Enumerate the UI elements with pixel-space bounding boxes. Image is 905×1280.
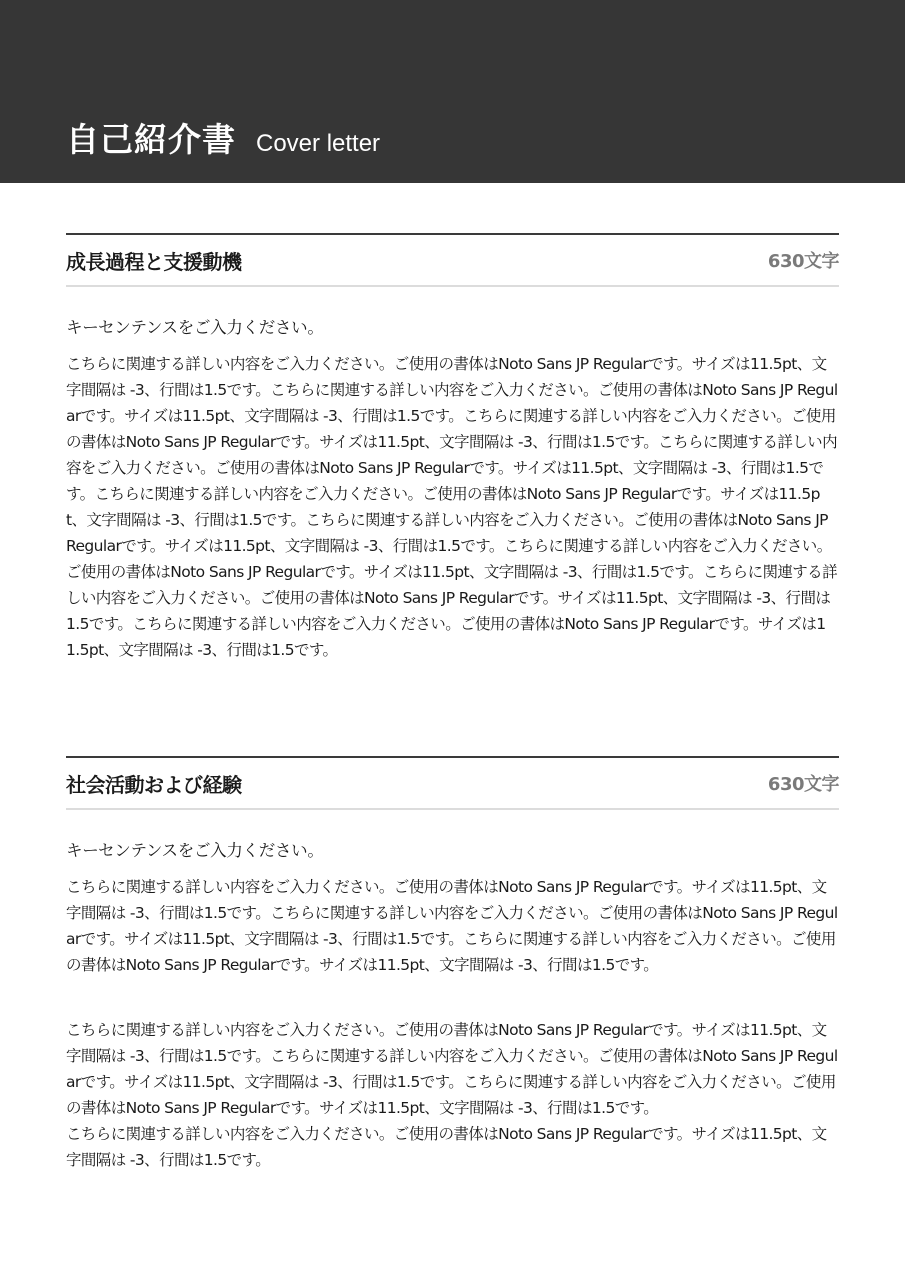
section-social-activities <box>66 756 839 1173</box>
character-count: 630文字 <box>767 774 839 795</box>
section-heading-row <box>66 758 839 808</box>
section-title: 社会活動および経験 <box>66 772 242 797</box>
document-title-english: Cover letter <box>256 130 381 157</box>
section-heading-divider <box>66 808 839 810</box>
section-title: 成長過程と支援動機 <box>66 249 242 274</box>
key-sentence: キーセンテンスをご入力ください。 <box>66 318 324 337</box>
key-sentence: キーセンテンスをご入力ください。 <box>66 841 324 860</box>
section-growth-motivation <box>66 233 839 663</box>
body-paragraph: こちらに関連する詳しい内容をご入力ください。ご使用の書体はNoto Sans JP Regularです。サイズは11.5pt、文字間隔は -3、行間は1.5です。こちらに関連する詳しい内容をご入力ください。ご使用の書体はNoto Sans JP Regularです。サイズは11.5pt、文字間隔は -3、行間は1.5です。こちらに関連する詳しい内容をご入力ください。ご使用の書体はNoto Sans JP Regularです。サイズは11.5pt、文字間隔は -3、行間は1.5です。 <box>66 1021 838 1117</box>
character-count: 630文字 <box>767 251 839 272</box>
document-title-japanese: 自己紹介書 <box>66 120 236 159</box>
paragraph-spacer <box>66 978 839 1004</box>
body-paragraph: こちらに関連する詳しい内容をご入力ください。ご使用の書体はNoto Sans JP Regularです。サイズは11.5pt、文字間隔は -3、行間は1.5です。こちらに関連する詳しい内容をご入力ください。ご使用の書体はNoto Sans JP Regularです。サイズは11.5pt、文字間隔は -3、行間は1.5です。こちらに関連する詳しい内容をご入力ください。ご使用の書体はNoto Sans JP Regularです。サイズは11.5pt、文字間隔は -3、行間は1.5です。 <box>66 878 838 974</box>
section-heading-row <box>66 235 839 285</box>
header-title-group <box>66 114 380 161</box>
body-paragraph: こちらに関連する詳しい内容をご入力ください。ご使用の書体はNoto Sans JP Regularです。サイズは11.5pt、文字間隔は -3、行間は1.5です。 <box>66 1125 827 1169</box>
document-header <box>0 0 905 183</box>
section-heading-divider <box>66 285 839 287</box>
body-paragraph: こちらに関連する詳しい内容をご入力ください。ご使用の書体はNoto Sans JP Regularです。サイズは11.5pt、文字間隔は -3、行間は1.5です。こちらに関連する詳しい内容をご入力ください。ご使用の書体はNoto Sans JP Regularです。サイズは11.5pt、文字間隔は -3、行間は1.5です。こちらに関連する詳しい内容をご入力ください。ご使用の書体はNoto Sans JP Regularです。サイズは11.5pt、文字間隔は -3、行間は1.5です。こちらに関連する詳しい内容をご入力ください。ご使用の書体はNoto Sans JP Regularです。サイズは11.5pt、文字間隔は -3、行間は1.5です。こちらに関連する詳しい内容をご入力ください。ご使用の書体はNoto Sans JP Regularです。サイズは11.5pt、文字間隔は -3、行間は1.5です。こちらに関連する詳しい内容をご入力ください。ご使用の書体はNoto Sans JP Regularです。サイズは11.5pt、文字間隔は -3、行間は1.5です。こちらに関連する詳しい内容をご入力ください。ご使用の書体はNoto Sans JP Regularです。サイズは11.5pt、文字間隔は -3、行間は1.5です。こちらに関連する詳しい内容をご入力ください。ご使用の書体はNoto Sans JP Regularです。サイズは11.5pt、文字間隔は -3、行間は1.5です。こちらに関連する詳しい内容をご入力ください。ご使用の書体はNoto Sans JP Regularです。サイズは11.5pt、文字間隔は -3、行間は1.5です。 <box>66 355 838 659</box>
